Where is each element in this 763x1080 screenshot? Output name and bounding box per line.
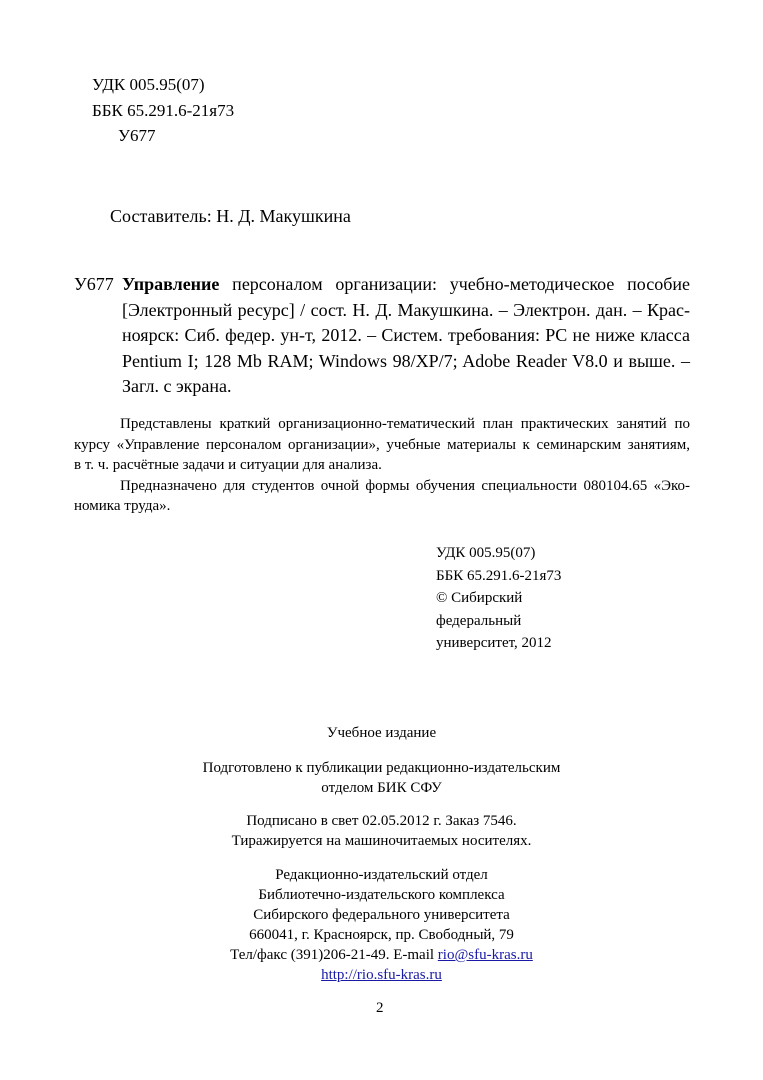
edition-type: Учебное издание: [326, 725, 437, 741]
email-link[interactable]: rio@sfu-kras.ru: [437, 947, 533, 963]
annotation-line: в т. ч. расчётные задачи и ситуации для анализа.: [74, 457, 382, 473]
signed-block: [0, 811, 763, 851]
website-link[interactable]: http://rio.sfu-kras.ru: [321, 967, 442, 983]
udk-block-top: [92, 72, 234, 149]
annotation-line: курсу «Управление персоналом организации», учебные материалы к семинарским занятиям,: [74, 436, 690, 453]
compiler-line: Составитель: Н. Д. Макушкина: [110, 206, 351, 226]
contact-line: [0, 945, 763, 965]
biblio-line-1: [122, 272, 690, 298]
publisher-line: Сибирского федерального университета: [253, 907, 510, 923]
annotation-line: Представлены краткий организационно-тематический план практических занятий по: [120, 416, 690, 432]
annotation: [74, 414, 690, 517]
copyright-line: федеральный: [436, 612, 522, 629]
biblio-line-3: ноярск: Сиб. федер. ун-т, 2012. – Систем. требования: PC не ниже класса: [122, 325, 690, 345]
bbk-code: ББК 65.291.6-21я73: [92, 100, 235, 120]
author-mark-code: У677: [74, 274, 114, 294]
signed-line: Тиражируется на машиночитаемых носителях.: [231, 833, 532, 849]
biblio-line-5: Загл. с экрана.: [122, 376, 232, 396]
publisher-line: Библиотечно-издательского комплекса: [258, 887, 505, 903]
udk-code: УДК 005.95(07): [92, 75, 205, 94]
prepared-block: [0, 758, 763, 798]
publisher-line: Редакционно-издательский отдел: [275, 867, 488, 883]
biblio-line-2: [Электронный ресурс] / сост. Н. Д. Макушкина. – Электрон. дан. – Крас-: [122, 299, 690, 320]
biblio-line-1-rest: персоналом организации: учебно-методическое пособие: [219, 274, 690, 294]
bbk-code: ББК 65.291.6-21я73: [436, 567, 562, 584]
biblio-title-bold: Управление: [122, 274, 220, 294]
author-mark: У677: [118, 126, 156, 145]
biblio-line-4: Pentium I; 128 Mb RAM; Windows 98/XP/7; Adobe Reader V8.0 и выше. –: [122, 350, 690, 371]
page-number: 2: [376, 1000, 384, 1016]
annotation-line: номика труда».: [74, 498, 171, 514]
udk-code: УДК 005.95(07): [436, 545, 536, 561]
signed-line: Подписано в свет 02.05.2012 г. Заказ 7546.: [246, 813, 517, 829]
publisher-block: [0, 865, 763, 985]
copyright-line: © Сибирский: [436, 590, 523, 606]
copyright-line: университет, 2012: [436, 635, 552, 651]
phone-text: Тел/факс (391)206-21-49. E-mail: [230, 947, 438, 963]
prepared-line: Подготовлено к публикации редакционно-издательским: [202, 760, 561, 776]
udk-block-right: [436, 542, 561, 655]
prepared-line: отделом БИК СФУ: [321, 780, 442, 796]
publisher-line: 660041, г. Красноярск, пр. Свободный, 79: [249, 927, 514, 943]
annotation-line: Предназначено для студентов очной формы обучения специальности 080104.65 «Эко-: [120, 477, 690, 494]
bibliographic-record: [74, 272, 690, 400]
